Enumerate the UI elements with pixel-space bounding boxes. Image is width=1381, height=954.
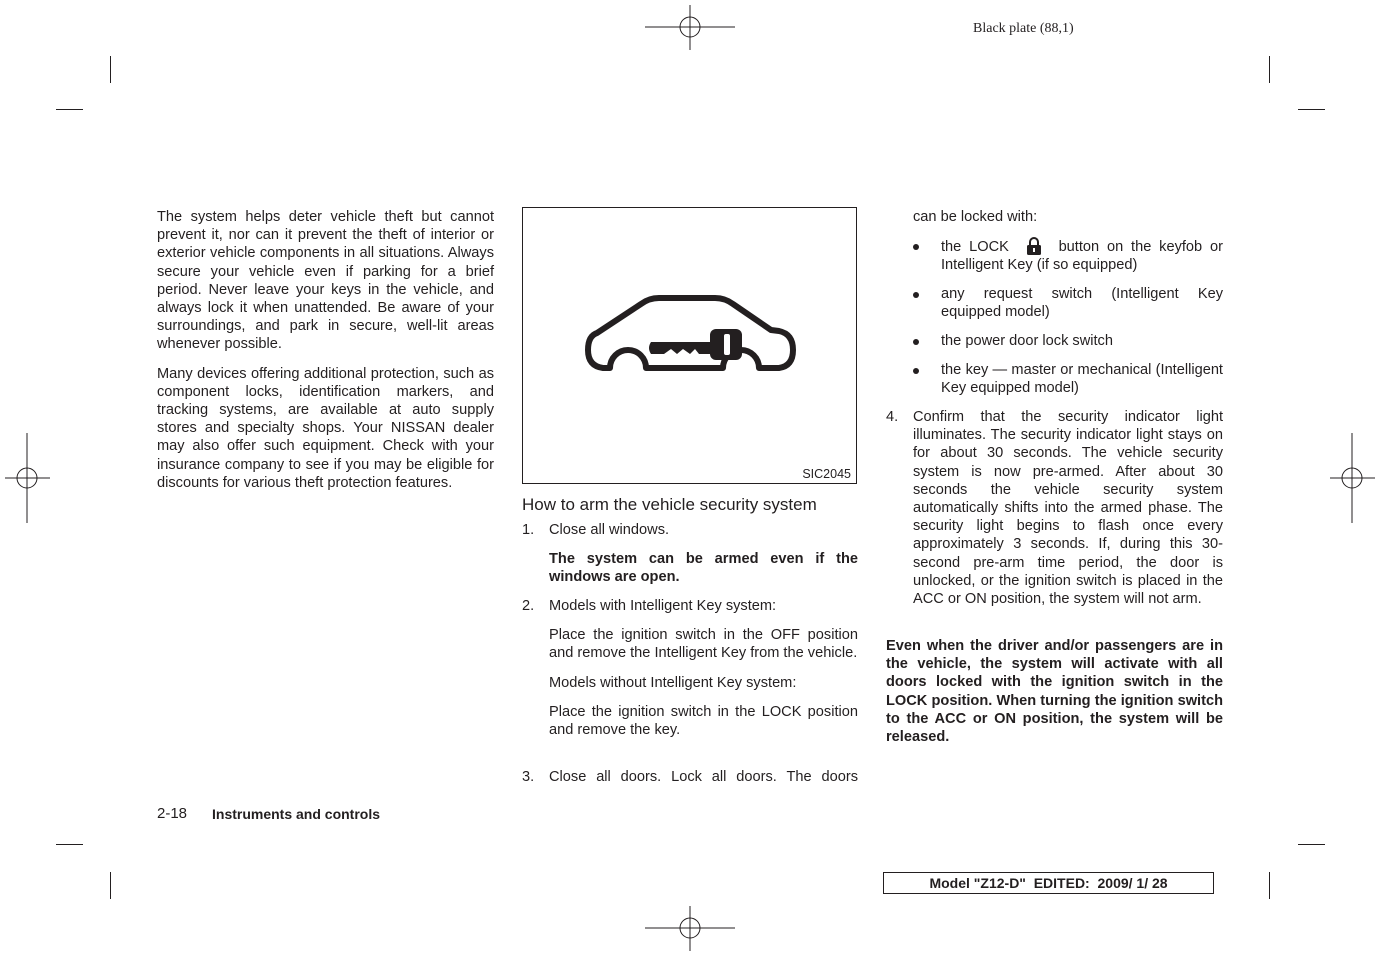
warning-text: Even when the driver and/or passengers are in the vehicle, the system will activate with all doors locked with the ignition switch in the LOCK position. When turning the ignition switch to the ACC or ON position, the system will be released. [886,638,1223,746]
step-1 [522,521,858,587]
step-note: The system can be armed even if the windows are open. [549,551,858,586]
model-edit-box: Model "Z12-D" EDITED: 2009/ 1/ 28 [883,872,1214,894]
figure-label: SIC2045 [802,467,851,481]
registration-mark-bottom [645,906,735,951]
registration-mark-left [5,433,50,523]
car-with-key-icon [523,208,858,485]
step-number: 3. [522,769,535,785]
bullet-item [913,332,1223,350]
intro-column [157,208,494,492]
step-text: Confirm that the security indicator light illuminates. The security indicator light stays on for about 30 seconds. The vehicle security system is now pre-armed. After about 30 seconds the vehicle security system automatically shifts into the armed phase. The security light begins to flash once every approximately 3 seconds. If, during this 30-second pre-arm time period, the door is unlocked, or the ignition switch is placed in the ACC or ON position, the system will not arm. [913,409,1223,608]
step-text: Close all doors. Lock all doors. The doors [549,769,858,785]
bullet-text: the LOCK [941,239,1009,255]
step-text: Models with Intelligent Key system: [549,598,777,614]
bullet-dot [913,339,919,345]
plate-label: Black plate (88,1) [973,21,1074,36]
registration-mark-right [1330,433,1375,523]
step-subtext: Place the ignition switch in the OFF position and remove the Intelligent Key from the vehicle. [549,627,858,662]
bullet-item [913,285,1223,321]
continuation-text: can be locked with: [913,209,1038,225]
bullet-text: button on the keyfob or Intelligent Key (if so equipped) [941,239,1223,274]
security-figure [522,207,857,484]
section-title: Instruments and controls [212,806,381,822]
bullet-item [913,237,1223,274]
step-subtext: Place the ignition switch in the LOCK position and remove the key. [549,703,858,739]
section-heading: How to arm the vehicle security system [522,495,817,514]
intro-paragraph: The system helps deter vehicle theft but cannot prevent it, nor can it prevent the theft of interior or exterior vehicle components in all situations. Always secure your vehicle even if parking for a brief period. Never leave your keys in the vehicle, and always lock it when unattended. Be aware of your surroundings, and park in secure, well-lit areas whenever possible. [157,209,494,353]
bullet-text: the key — master or mechanical (Intelligent Key equipped model) [941,362,1223,397]
step-text: Close all windows. [549,522,670,538]
bullet-text: any request switch (Intelligent Key equipped model) [941,286,1223,321]
bullet-dot [913,368,919,374]
step-2 [522,597,858,739]
step-number: 2. [522,598,535,614]
step-4 [886,408,1223,608]
bullet-dot [913,244,919,250]
bullet-item [913,361,1223,397]
bullet-dot [913,292,919,298]
lock-icon [1026,237,1042,255]
registration-mark-top [645,5,735,50]
step-number: 1. [522,522,535,538]
step-subtext: Models without Intelligent Key system: [549,674,797,691]
step-number: 4. [886,409,899,425]
bullet-text: the power door lock switch [941,333,1113,349]
intro-paragraph: Many devices offering additional protection, such as component locks, identification markers, and tracking systems, are available at auto supply stores and specialty shops. Your NISSAN dealer may also offer such equipment. Check with your insurance company to see if you may be eligible for discounts for various theft protection features. [157,365,494,491]
step-3 [522,768,858,786]
page-number: 2-18 [157,805,188,822]
